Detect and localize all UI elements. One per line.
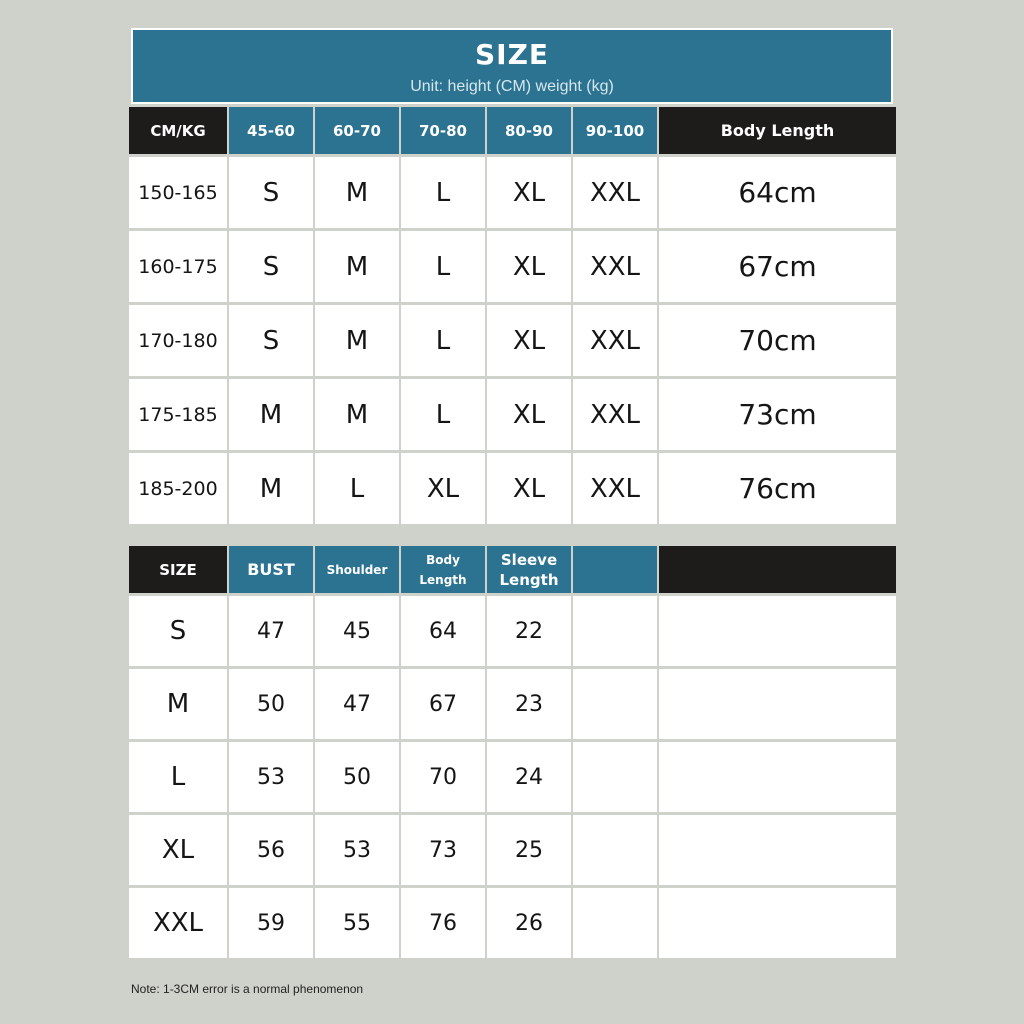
size-cell: S	[229, 231, 313, 302]
sleeve-length-cell: 26	[487, 888, 571, 958]
table1-header-weight: 60-70	[315, 107, 399, 154]
empty-cell	[659, 815, 896, 885]
body-length-cell: 67cm	[659, 231, 896, 302]
table2-header-empty	[573, 546, 657, 593]
empty-cell	[659, 596, 896, 666]
table2-header-size: SIZE	[129, 546, 227, 593]
size-cell: XL	[401, 453, 485, 524]
size-label: M	[129, 669, 227, 739]
body-length-cell: 73cm	[659, 379, 896, 450]
height-range: 170-180	[129, 305, 227, 376]
bust-cell: 47	[229, 596, 313, 666]
empty-cell	[573, 815, 657, 885]
table2-header-shoulder: Shoulder	[315, 546, 399, 593]
footnote: Note: 1-3CM error is a normal phenomenon	[131, 982, 364, 996]
size-cell: XL	[487, 379, 571, 450]
table2-header-sleeve-length: Sleeve Length	[487, 546, 571, 593]
table2-header-empty	[659, 546, 896, 593]
size-cell: XXL	[573, 453, 657, 524]
body-length-cell: 64cm	[659, 157, 896, 228]
sleeve-length-cell: 24	[487, 742, 571, 812]
measurement-table	[129, 546, 896, 958]
bust-cell: 56	[229, 815, 313, 885]
table1-header-weight: 45-60	[229, 107, 313, 154]
size-cell: XXL	[573, 379, 657, 450]
shoulder-cell: 47	[315, 669, 399, 739]
sleeve-length-cell: 25	[487, 815, 571, 885]
size-label: XL	[129, 815, 227, 885]
empty-cell	[573, 669, 657, 739]
empty-cell	[573, 742, 657, 812]
chart-title: SIZE	[474, 38, 549, 71]
bust-cell: 59	[229, 888, 313, 958]
body-length-cell: 70	[401, 742, 485, 812]
size-cell: M	[315, 231, 399, 302]
height-range: 175-185	[129, 379, 227, 450]
height-range: 160-175	[129, 231, 227, 302]
empty-cell	[573, 888, 657, 958]
size-cell: XL	[487, 157, 571, 228]
size-cell: M	[229, 453, 313, 524]
empty-cell	[659, 742, 896, 812]
size-cell: XXL	[573, 231, 657, 302]
size-banner	[131, 28, 893, 104]
unit-subtitle: Unit: height (CM) weight (kg)	[410, 78, 614, 95]
size-cell: M	[315, 379, 399, 450]
shoulder-cell: 55	[315, 888, 399, 958]
body-length-cell: 76	[401, 888, 485, 958]
size-cell: M	[315, 305, 399, 376]
size-cell: L	[315, 453, 399, 524]
height-range: 185-200	[129, 453, 227, 524]
bust-cell: 50	[229, 669, 313, 739]
empty-cell	[659, 669, 896, 739]
size-cell: S	[229, 157, 313, 228]
size-cell: M	[315, 157, 399, 228]
size-cell: XXL	[573, 157, 657, 228]
height-weight-size-table	[129, 107, 896, 524]
size-cell: M	[229, 379, 313, 450]
size-cell: S	[229, 305, 313, 376]
table2-header-body-length: Body Length	[401, 546, 485, 593]
sleeve-length-cell: 23	[487, 669, 571, 739]
size-cell: L	[401, 157, 485, 228]
table1-header-weight: 70-80	[401, 107, 485, 154]
body-length-cell: 67	[401, 669, 485, 739]
table1-header-weight: 80-90	[487, 107, 571, 154]
size-cell: XL	[487, 231, 571, 302]
table1-header-cmkg: CM/KG	[129, 107, 227, 154]
size-cell: L	[401, 379, 485, 450]
body-length-cell: 76cm	[659, 453, 896, 524]
size-cell: L	[401, 231, 485, 302]
size-label: XXL	[129, 888, 227, 958]
shoulder-cell: 53	[315, 815, 399, 885]
size-cell: L	[401, 305, 485, 376]
height-range: 150-165	[129, 157, 227, 228]
empty-cell	[659, 888, 896, 958]
size-label: S	[129, 596, 227, 666]
size-label: L	[129, 742, 227, 812]
size-cell: XL	[487, 453, 571, 524]
empty-cell	[573, 596, 657, 666]
sleeve-length-cell: 22	[487, 596, 571, 666]
table2-header-bust: BUST	[229, 546, 313, 593]
shoulder-cell: 50	[315, 742, 399, 812]
body-length-cell: 70cm	[659, 305, 896, 376]
bust-cell: 53	[229, 742, 313, 812]
size-cell: XL	[487, 305, 571, 376]
shoulder-cell: 45	[315, 596, 399, 666]
table1-header-weight: 90-100	[573, 107, 657, 154]
size-cell: XXL	[573, 305, 657, 376]
table1-header-body-length: Body Length	[659, 107, 896, 154]
body-length-cell: 73	[401, 815, 485, 885]
body-length-cell: 64	[401, 596, 485, 666]
